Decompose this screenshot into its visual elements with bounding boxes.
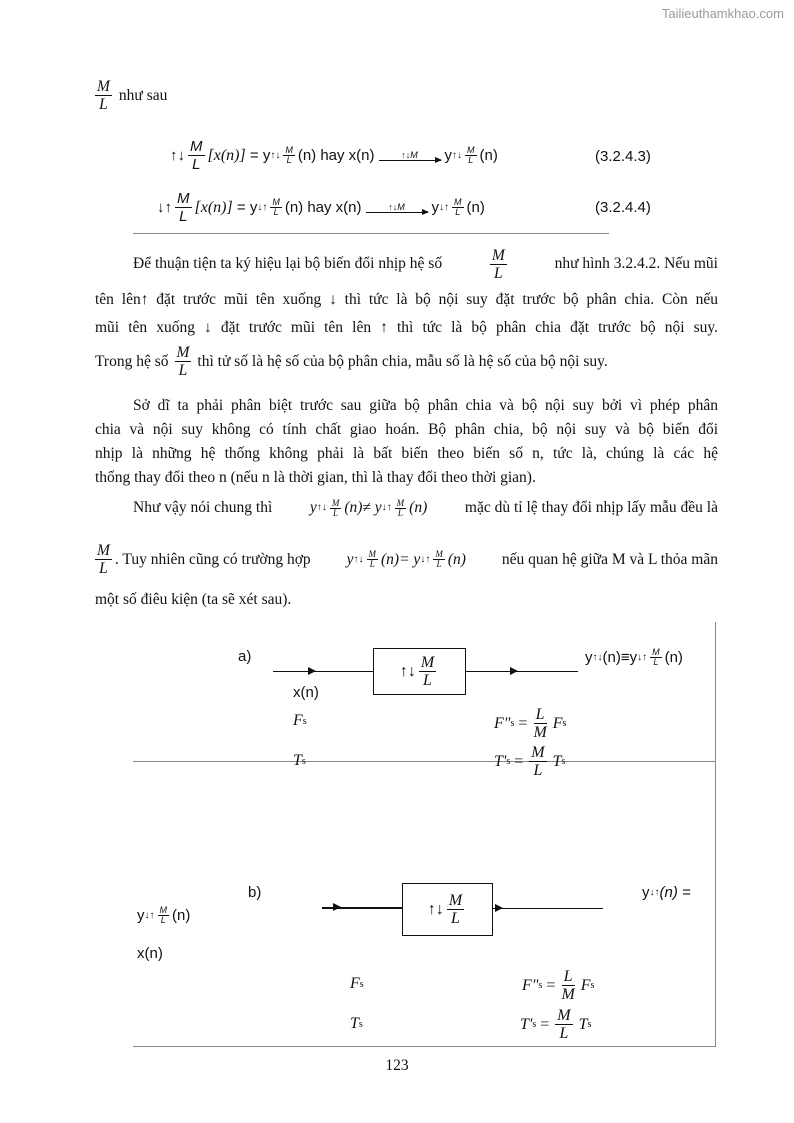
paragraph-line: Trong hệ số $\frac{M}{L}$ thì tử số là hệ số của bộ phân chia, mẫu số là hệ số của bộ nội suy. xyxy=(95,344,608,379)
equation-number: (3.2.4.4) xyxy=(595,199,651,216)
ts-out-formula: T' s = $\frac{M}{L}$ T s xyxy=(520,1007,592,1042)
page-number: 123 xyxy=(385,1057,409,1074)
equation-3-2-4-4: ↓↑ $\frac{M}{L}$ [x(n)] = y ↓↑ $\frac{M}{L}$ (n) hay x(n) ↑↓M y ↓↑ $\frac{M}{L}$ (n) xyxy=(157,190,485,225)
ts-label: T s xyxy=(293,752,306,769)
fs-label: F s xyxy=(293,712,307,729)
paragraph-line: Sở dĩ ta phải phân biệt trước sau giữa bộ phân chia và bộ nội suy bởi vì phép phân xyxy=(133,397,718,414)
equation-3-2-4-3: ↑↓ $\frac{M}{L}$ [x(n)] = y ↑↓ $\frac{M}{L}$ (n) hay x(n) ↑↓M y ↑↓ $\frac{M}{L}$ (n) xyxy=(170,138,498,173)
paragraph-line: một số điêu kiện (ta sẽ xét sau). xyxy=(95,591,292,608)
ts-out-formula: T' s = $\frac{M}{L}$ T s xyxy=(494,744,566,779)
paragraph-line: chia và nội suy không có tính chất giao hoán. Bộ phân chia, bộ nội suy và bộ biến đổi xyxy=(95,421,718,438)
paragraph-line: mũi tên xuống ↓ đặt trước mũi tên lên ↑ thì tức là bộ phân chia đặt trước bộ nội suy. xyxy=(95,319,718,336)
fs-label: F s xyxy=(350,975,364,992)
paragraph-line: $\frac{M}{L}$ . Tuy nhiên cũng có trường hợp y ↑↓ $\frac{M}{L}$ (n)= y ↓↑ $\frac{M}{L}$ (n) nếu quan hệ giữa M và L thỏa mãn xyxy=(97,542,718,577)
input-label-a: x(n) xyxy=(293,684,319,701)
paragraph-line: tên lên↑ đặt trước mũi tên xuống ↓ thì tức là bộ nội suy đặt trước bộ phân chia. Còn nếu xyxy=(95,291,718,308)
divider xyxy=(133,233,609,234)
arrow-icon xyxy=(510,667,518,675)
ts-label: T s xyxy=(350,1015,363,1032)
figure-label-b: b) xyxy=(248,884,262,901)
equation-number: (3.2.4.3) xyxy=(595,148,651,165)
arrow-icon xyxy=(333,903,341,911)
fraction-m-over-l: $\frac{M}{L}$ xyxy=(97,78,110,113)
watermark: Tailieuthamkhao.com xyxy=(661,6,784,21)
left-output-label-b: y ↓↑ $\frac{M}{L}$ (n) xyxy=(137,905,191,925)
intro-text: như sau xyxy=(118,86,168,104)
figure-label-a: a) xyxy=(238,648,252,665)
paragraph-line: Để thuận tiện ta ký hiệu lại bộ biến đổi nhịp hệ số $\frac{M}{L}$ như hình 3.2.4.2. Nếu mũi xyxy=(133,246,718,282)
paragraph-line: Như vậy nói chung thì y ↑↓ $\frac{M}{L}$ (n)≠ y ↓↑ $\frac{M}{L}$ (n) mặc dù tỉ lệ thay đổi nhịp lấy mẫu đều là xyxy=(133,497,718,518)
arrow-icon xyxy=(495,904,503,912)
arrow-icon xyxy=(308,667,316,675)
input-label-b: x(n) xyxy=(137,945,163,962)
fs-out-formula: F" s = $\frac{L}{M}$ F s xyxy=(522,968,595,1003)
fs-out-formula: F" s = $\frac{L}{M}$ F s xyxy=(494,706,567,741)
output-label-a: y ↑↓ (n)≡y ↓↑ $\frac{M}{L}$ (n) xyxy=(585,647,683,667)
paragraph-line: nhịp là những hệ thống không phải là bất biến theo biến số n, tức là, chúng là các hệ xyxy=(95,445,718,462)
rate-converter-block-a: ↑↓ $\frac{M}{L}$ xyxy=(373,648,466,695)
rate-converter-block-b: ↑↓ $\frac{M}{L}$ xyxy=(402,883,493,936)
intro-line xyxy=(95,78,167,113)
output-label-b: y ↓↑ (n) = xyxy=(642,884,691,901)
paragraph-line: thống thay đổi theo n (nếu n là thời gian, thì là thay đổi theo thời gian). xyxy=(95,469,536,486)
